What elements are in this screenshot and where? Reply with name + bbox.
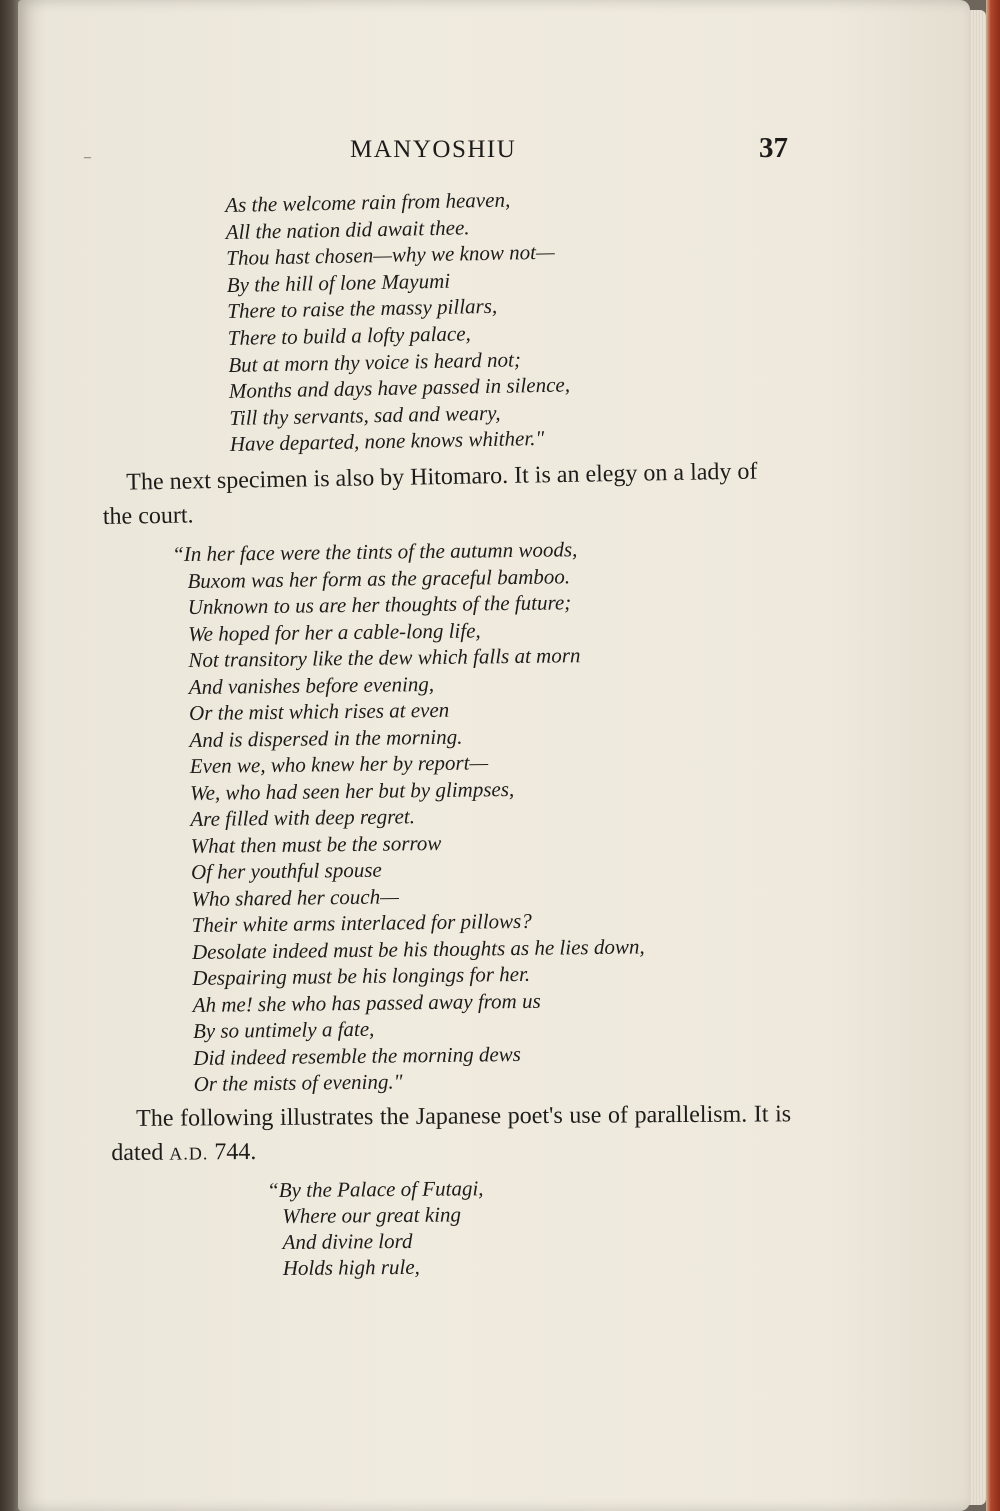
poem-stanza-2 xyxy=(172,535,646,1097)
date-era: A.D. xyxy=(169,1143,209,1164)
verse-line: “In her face were the tints of the autumn woods, xyxy=(172,537,578,567)
verse-line: As the welcome rain from heaven, xyxy=(225,187,511,217)
verse-line: Of her youthful spouse xyxy=(190,857,382,884)
verse-line: Buxom was her form as the graceful bamboo. xyxy=(187,563,571,593)
verse-line: What then must be the sorrow xyxy=(190,830,442,858)
verse-line: Or the mists of evening." xyxy=(193,1069,403,1096)
verse-line: Their white arms interlaced for pillows? xyxy=(191,908,532,937)
verse-line: And is dispersed in the morning. xyxy=(189,724,463,752)
paragraph-text: The following illustrates the Japanese poet's use of parallelism. It is dated xyxy=(111,1101,792,1166)
verse-line: Who shared her couch— xyxy=(191,883,399,911)
verse-line: All the nation did await thee. xyxy=(225,214,470,244)
verse-line: By so untimely a fate, xyxy=(192,1016,375,1043)
page-number: 37 xyxy=(759,132,788,164)
verse-line: Desolate indeed must be his thoughts as he lies down, xyxy=(191,933,645,964)
page-mark: – xyxy=(84,150,91,165)
verse-line: Unknown to us are her thoughts of the future; xyxy=(187,590,572,619)
verse-line: And divine lord xyxy=(282,1228,413,1254)
verse-line: Are filled with deep regret. xyxy=(190,804,416,831)
verse-line: Even we, who knew her by report— xyxy=(189,750,489,778)
verse-line: Holds high rule, xyxy=(282,1254,420,1280)
poem-stanza-3 xyxy=(267,1175,484,1281)
verse-line: Not transitory like the dew which falls at morn xyxy=(188,643,581,672)
verse-line: Where our great king xyxy=(282,1202,462,1228)
prose-paragraph-2 xyxy=(111,1097,791,1171)
verse-line: Ah me! she who has passed away from us xyxy=(192,988,541,1017)
book-cover-right-edge xyxy=(986,0,1000,1511)
verse-line: By the hill of lone Mayumi xyxy=(226,268,451,297)
verse-line: There to raise the massy pillars, xyxy=(227,294,498,324)
verse-line: Or the mist which rises at even xyxy=(188,697,450,725)
verse-line: Have departed, none knows whither." xyxy=(229,426,545,457)
date-year: 744. xyxy=(208,1138,257,1166)
page-header xyxy=(350,132,790,172)
verse-line: Till thy servants, sad and weary, xyxy=(229,400,501,430)
verse-line: There to build a lofty palace, xyxy=(227,321,472,350)
verse-line: But at morn thy voice is heard not; xyxy=(228,346,522,377)
running-head: MANYOSHIU xyxy=(350,136,517,163)
verse-line: Months and days have passed in silence, xyxy=(228,372,571,404)
verse-line: Thou hast chosen—why we know not— xyxy=(226,239,555,271)
verse-line: And vanishes before evening, xyxy=(188,671,435,699)
prose-paragraph-1: The next specimen is also by Hitomaro. It is an elegy on a lady of the court. xyxy=(102,458,758,530)
poem-stanza-1 xyxy=(225,185,571,457)
verse-line: Did indeed resemble the morning dews xyxy=(193,1041,522,1070)
verse-line: We, who had seen her but by glimpses, xyxy=(189,776,515,805)
verse-line: “By the Palace of Futagi, xyxy=(267,1176,484,1203)
verse-line: We hoped for her a cable-long life, xyxy=(187,617,481,646)
verse-line: Despairing must be his longings for her. xyxy=(192,961,531,990)
